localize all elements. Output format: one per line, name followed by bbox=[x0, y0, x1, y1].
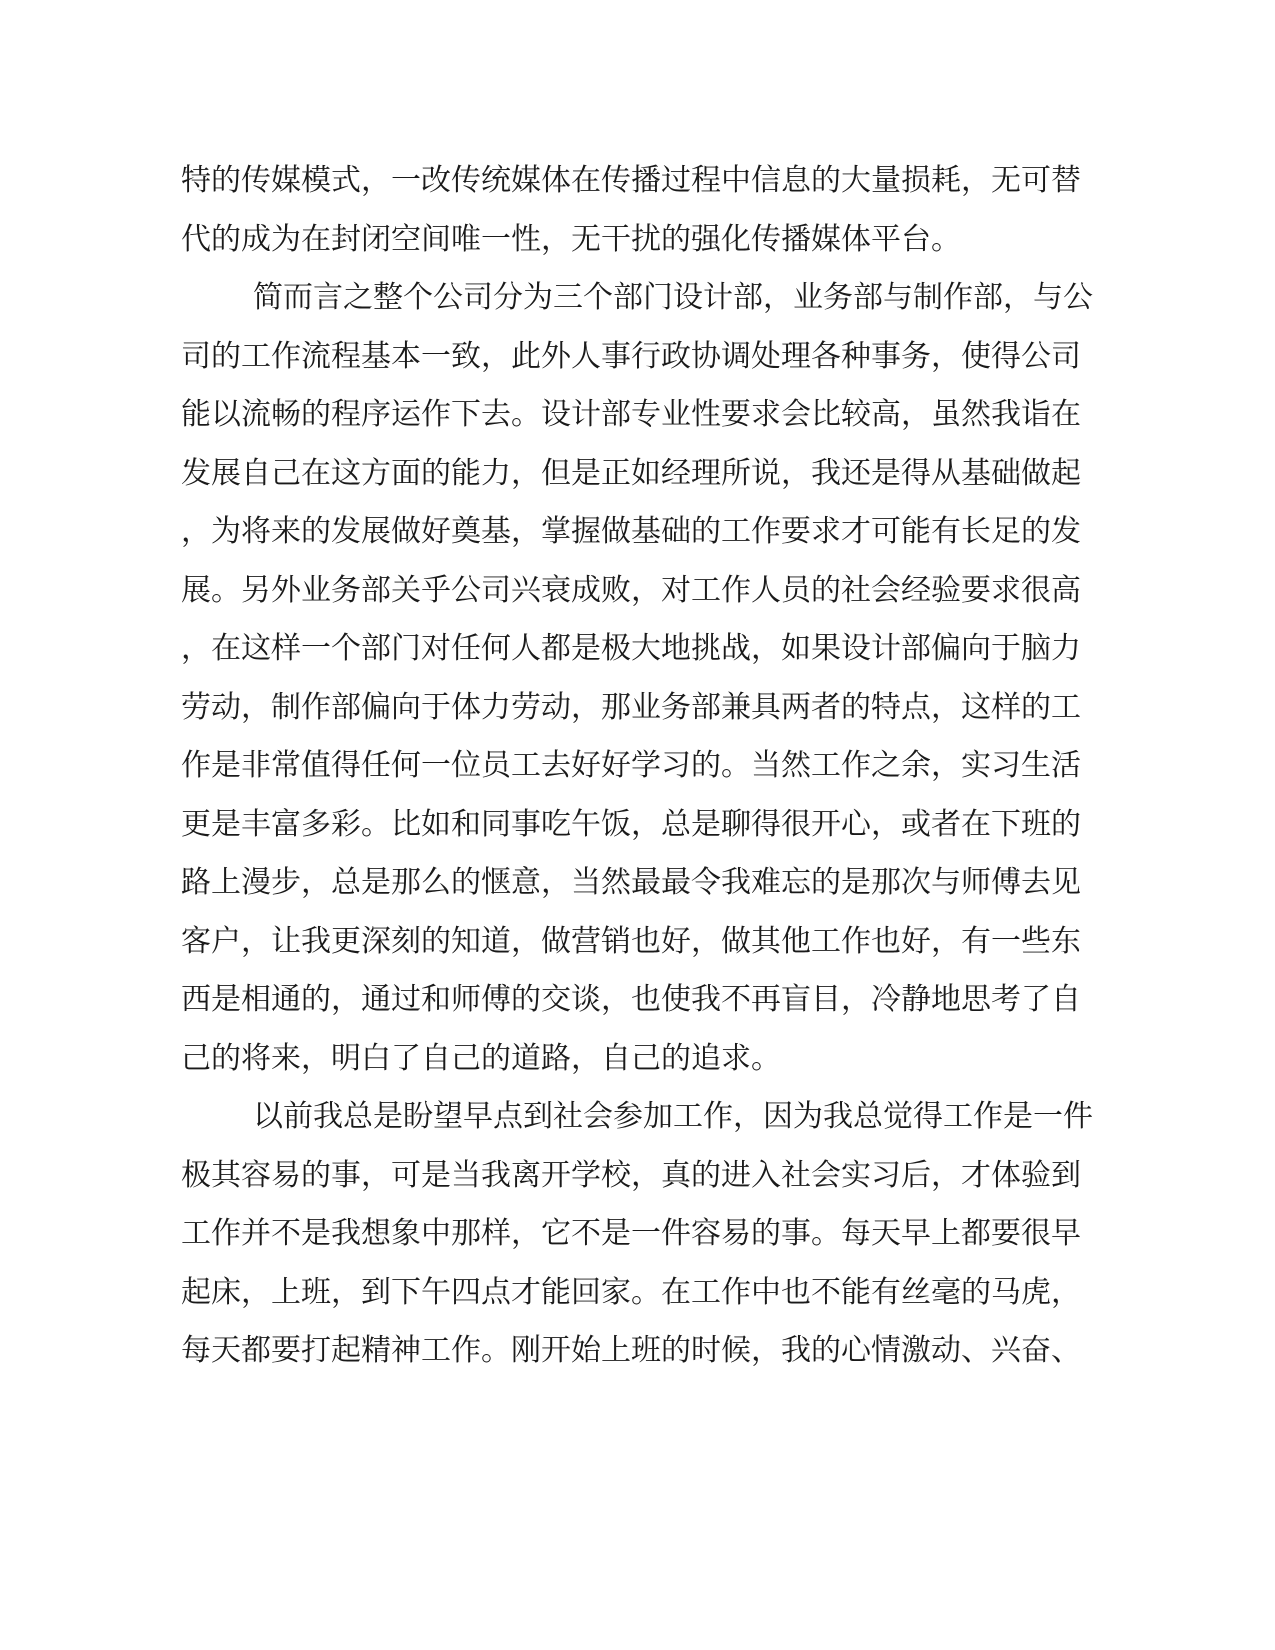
text-line: 展。另外业务部关乎公司兴衰成败，对工作人员的社会经验要求很高 bbox=[181, 572, 1081, 608]
text-line: 发展自己在这方面的能力，但是正如经理所说，我还是得从基础做起 bbox=[181, 455, 1081, 491]
text-line: 代的成为在封闭空间唯一性，无干扰的强化传播媒体平台。 bbox=[181, 221, 961, 257]
text-line: 西是相通的，通过和师傅的交谈，也使我不再盲目，冷静地思考了自 bbox=[181, 982, 1081, 1017]
text-line: ，为将来的发展做好奠基，掌握做基础的工作要求才可能有长足的发 bbox=[181, 514, 1081, 549]
text-line: 己的将来，明白了自己的道路，自己的追求。 bbox=[181, 1040, 781, 1076]
text-line: 能以流畅的程序运作下去。设计部专业性要求会比较高，虽然我诣在 bbox=[181, 397, 1081, 432]
text-line: 每天都要打起精神工作。刚开始上班的时候，我的心情激动、兴奋、 bbox=[181, 1333, 1081, 1368]
text-line: 客户，让我更深刻的知道，做营销也好，做其他工作也好，有一些东 bbox=[181, 923, 1081, 959]
paragraph-start-line: 以前我总是盼望早点到社会参加工作，因为我总觉得工作是一件 bbox=[253, 1099, 1093, 1134]
text-line: 极其容易的事，可是当我离开学校，真的进入社会实习后，才体验到 bbox=[181, 1157, 1081, 1193]
text-line: 作是非常值得任何一位员工去好好学习的。当然工作之余，实习生活 bbox=[181, 748, 1081, 783]
text-line: 起床，上班，到下午四点才能回家。在工作中也不能有丝毫的马虎， bbox=[181, 1274, 1081, 1310]
paragraph-start-line: 简而言之整个公司分为三个部门设计部，业务部与制作部，与公 bbox=[253, 280, 1093, 315]
body-text bbox=[181, 152, 1093, 1381]
text-line: 工作并不是我想象中那样，它不是一件容易的事。每天早上都要很早 bbox=[181, 1216, 1081, 1251]
text-line: 劳动，制作部偏向于体力劳动，那业务部兼具两者的特点，这样的工 bbox=[181, 689, 1081, 725]
text-line: 更是丰富多彩。比如和同事吃午饭，总是聊得很开心，或者在下班的 bbox=[181, 806, 1081, 842]
text-line: 司的工作流程基本一致，此外人事行政协调处理各种事务，使得公司 bbox=[181, 338, 1081, 374]
text-line: 路上漫步，总是那么的惬意，当然最最令我难忘的是那次与师傅去见 bbox=[181, 865, 1081, 900]
text-line: ，在这样一个部门对任何人都是极大地挑战，如果设计部偏向于脑力 bbox=[181, 631, 1081, 666]
text-line: 特的传媒模式，一改传统媒体在传播过程中信息的大量损耗，无可替 bbox=[181, 163, 1081, 198]
